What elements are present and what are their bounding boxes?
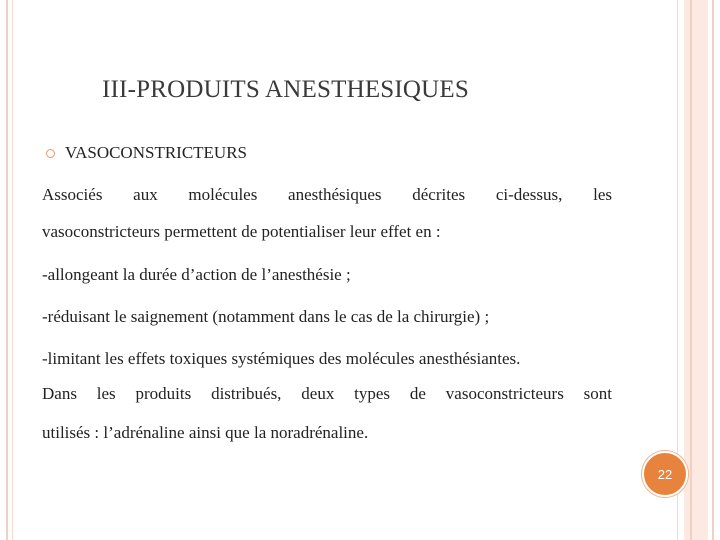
bullet-item (44, 143, 247, 163)
text-line-7: utilisés : l’adrénaline ainsi que la noradrénaline. (42, 423, 369, 442)
text-line-2: vasoconstricteurs permettent de potentialiser leur effet en : (42, 222, 441, 241)
text-line-6: Dans les produits distribués, deux types de vasoconstricteurs sont (42, 384, 612, 403)
circle-bullet-icon (46, 149, 55, 158)
bullet-text: VASOCONSTRICTEURS (65, 143, 248, 162)
text-line-5: -limitant les effets toxiques systémiques des molécules anesthésiantes. (42, 349, 521, 368)
text-line-4: -réduisant le saignement (notamment dans le cas de la chirurgie) ; (42, 307, 490, 326)
slide-side-strip (684, 0, 708, 540)
slide-side-strip-line (690, 0, 692, 540)
text-line-1: Associés aux molécules anesthésiques décrites ci-dessus, les (42, 185, 612, 204)
slide-title: III-PRODUITS ANESTHESIQUES (102, 76, 470, 103)
page-number-badge: 22 (642, 451, 688, 497)
text-line-3: -allongeant la durée d’action de l’anesthésie ; (42, 265, 351, 284)
